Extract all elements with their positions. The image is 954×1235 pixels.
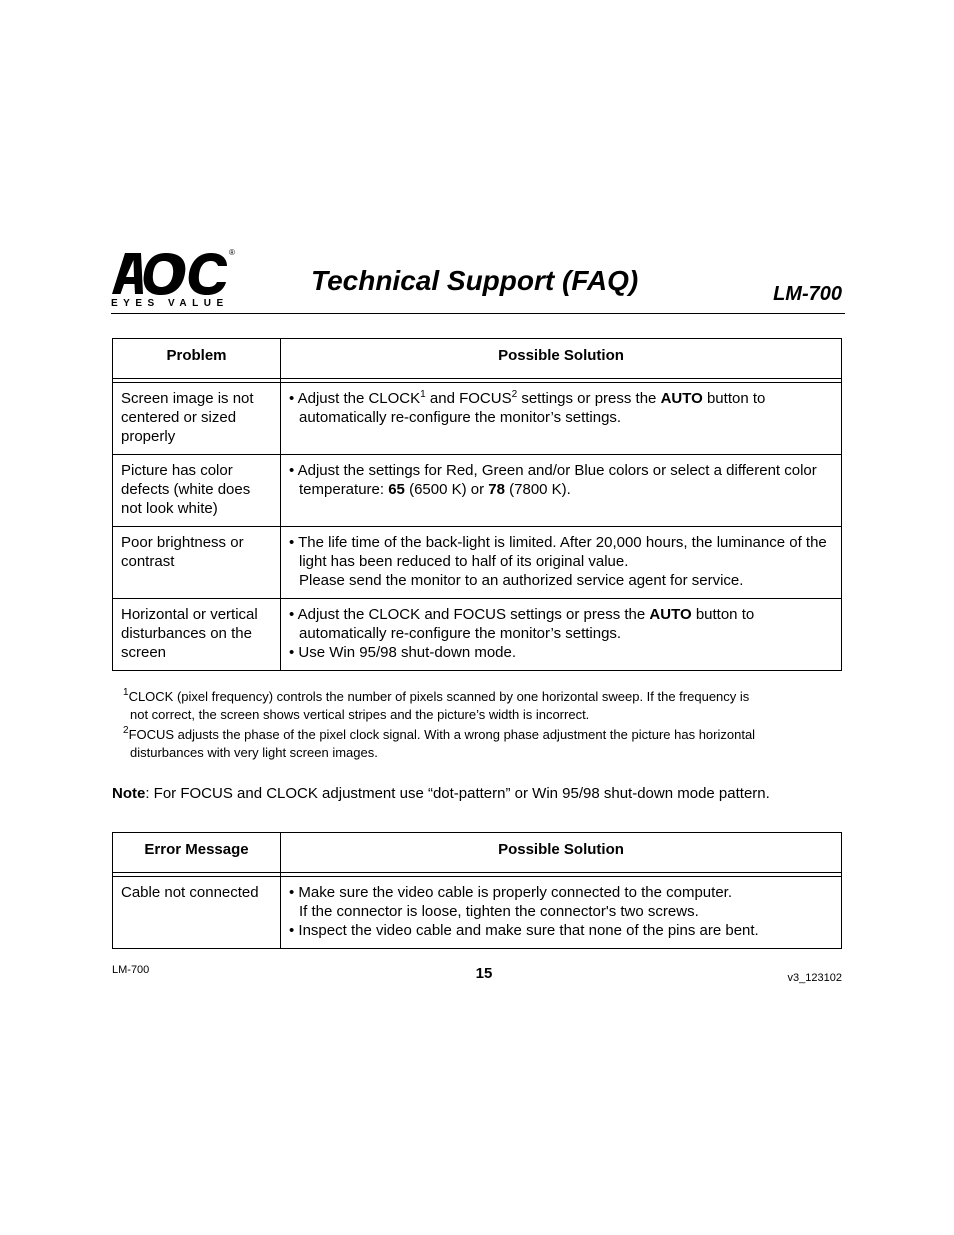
solution-line: • Adjust the CLOCK$^1$ and FOCUS$^2$ settings or press the AUTO button to automatically re-configure the monitor’s settings. (289, 389, 766, 426)
solution-column-header: Possible Solution (281, 833, 842, 873)
footnote-ref: 2 (511, 389, 518, 400)
adjustment-note (112, 785, 770, 802)
solution-line: • Inspect the video cable and make sure that none of the pins are bent. (289, 922, 759, 939)
error-table-header (113, 833, 842, 873)
note-text: : For FOCUS and CLOCK adjustment use “dot-pattern” or Win 95/98 shut-down mode pattern. (145, 785, 770, 802)
table-row (113, 455, 842, 527)
solution-cell (281, 383, 842, 455)
solution-line: • Use Win 95/98 shut-down mode. (289, 644, 517, 661)
note-label: Note (112, 785, 146, 802)
faq-table (112, 338, 842, 671)
model-label: LM-700 (773, 283, 842, 305)
page-title: Technical Support (FAQ) (311, 265, 639, 296)
solution-cell (281, 877, 842, 949)
problem-cell: Poor brightness or contrast (113, 527, 281, 599)
error-cell: Cable not connected (113, 877, 281, 949)
error-column-header: Error Message (113, 833, 281, 873)
aoc-logo-icon (111, 250, 233, 296)
aoc-logo (111, 250, 241, 312)
problem-cell: Picture has color defects (white does not look white) (113, 455, 281, 527)
solution-cell (281, 527, 842, 599)
document-version: v3_123102 (787, 972, 842, 984)
solution-line: Please send the monitor to an authorized service agent for service. (299, 572, 744, 589)
problem-cell: Horizontal or vertical disturbances on the screen (113, 599, 281, 671)
table-row (113, 527, 842, 599)
solution-line: If the connector is loose, tighten the connector's two screws. (299, 903, 699, 920)
problem-cell: Screen image is not centered or sized properly (113, 383, 281, 455)
solution-line: • Adjust the settings for Red, Green and/or Blue colors or select a different color temperature: 65 (6500 K) or 78 (7800 K). (289, 462, 817, 498)
solution-line: • Adjust the CLOCK and FOCUS settings or press the AUTO button to automatically re-configure the monitor’s settings. (289, 606, 755, 642)
faq-table-header (113, 339, 842, 379)
solution-cell (281, 455, 842, 527)
registered-mark: ® (229, 248, 235, 257)
solution-line: • Make sure the video cable is properly connected to the computer. (289, 884, 732, 901)
footer-model: LM-700 (112, 964, 150, 976)
header-divider (111, 313, 845, 314)
footnote-1: $^1$CLOCK (pixel frequency) controls the number of pixels scanned by one horizontal sweep. If the frequency is not correct, the screen shows vertical stripes and the picture’s width is incorrect. (123, 687, 750, 722)
error-table (112, 832, 842, 949)
footnote-2: $^2$FOCUS adjusts the phase of the pixel clock signal. With a wrong phase adjustment the picture has horizontal disturbances with very light screen images. (123, 725, 756, 760)
table-row (113, 877, 842, 949)
table-row (113, 599, 842, 671)
solution-line: • The life time of the back-light is limited. After 20,000 hours, the luminance of the light has been reduced to half of its original value. (289, 534, 827, 570)
logo-tagline: EYES VALUE (111, 298, 229, 309)
problem-column-header: Problem (113, 339, 281, 379)
solution-column-header: Possible Solution (281, 339, 842, 379)
page-number: 15 (475, 965, 493, 982)
footnote-ref: 1 (420, 389, 426, 400)
solution-cell (281, 599, 842, 671)
table-row (113, 383, 842, 455)
footnotes (123, 688, 823, 764)
